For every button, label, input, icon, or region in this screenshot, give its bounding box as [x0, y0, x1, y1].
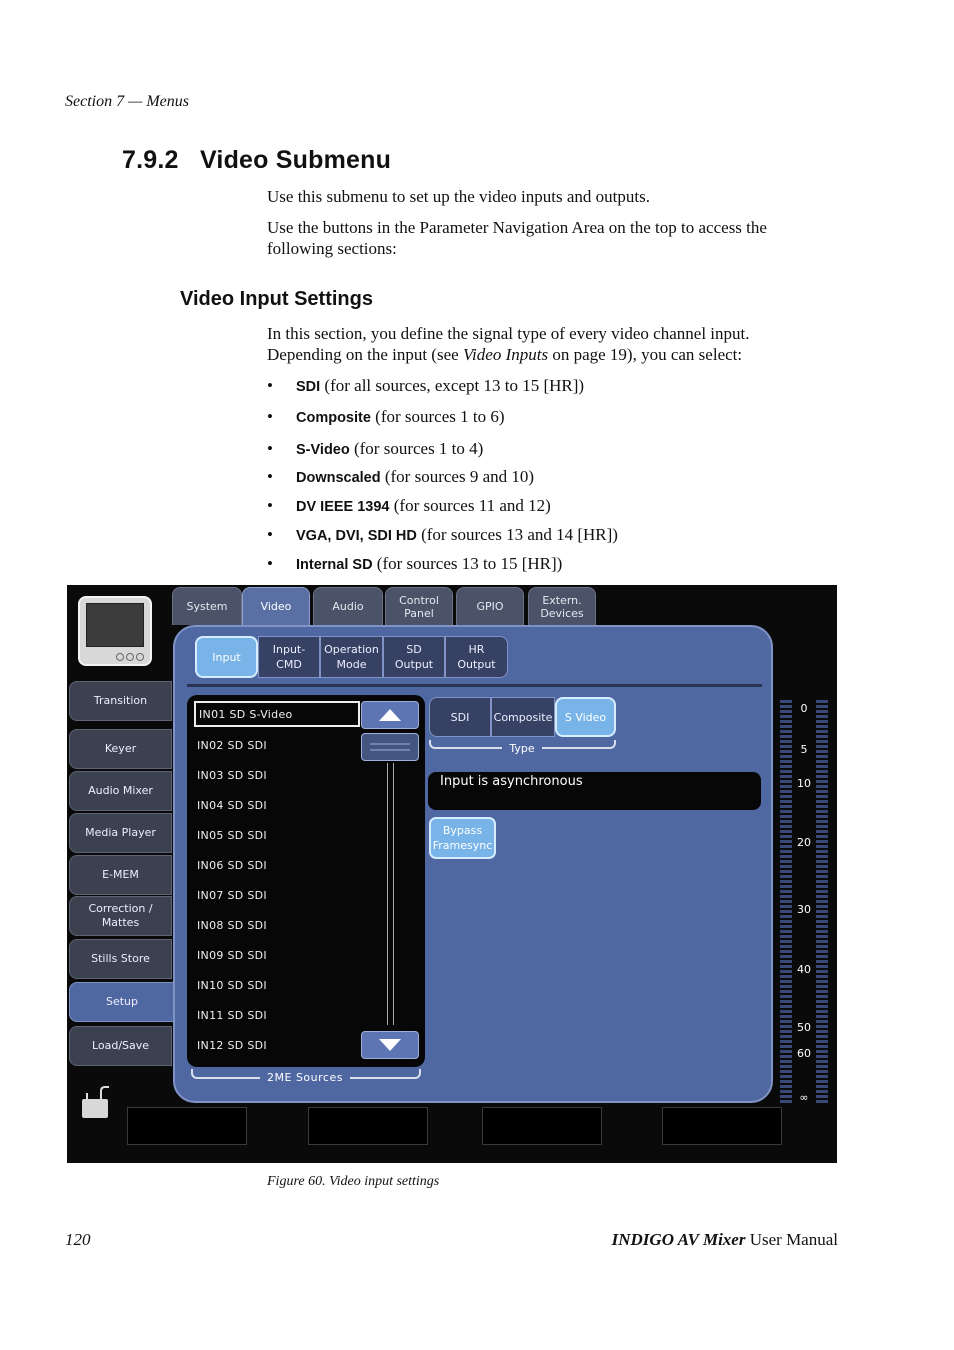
section-heading — [122, 146, 391, 175]
bullet-term: VGA, DVI, SDI HD — [296, 528, 417, 544]
source-item[interactable]: IN02 SD SDI — [197, 738, 267, 752]
bullet-term: DV IEEE 1394 — [296, 499, 390, 515]
side-item-setup[interactable] — [69, 982, 175, 1022]
scroll-track[interactable] — [387, 763, 394, 1025]
subtab-label — [395, 642, 433, 672]
bullet-text: (for all sources, except 13 to 15 [HR]) — [320, 376, 585, 395]
bullet-item: • DV IEEE 1394 (for sources 11 and 12) — [267, 496, 551, 515]
tab-gpio[interactable] — [456, 587, 524, 625]
side-item-label: Keyer — [104, 742, 137, 755]
soft-key-4[interactable] — [662, 1107, 782, 1145]
source-item[interactable]: IN09 SD SDI — [197, 948, 267, 962]
bullet-text: (for sources 13 to 15 [HR]) — [372, 554, 563, 573]
bullet-item: • VGA, DVI, SDI HD (for sources 13 and 14 [HR]) — [267, 525, 618, 544]
subtab-label-line: Operation — [324, 643, 379, 656]
type-s-video-button[interactable]: S Video — [555, 697, 616, 737]
side-item-label — [88, 902, 152, 930]
subtab-label-line: HR — [468, 643, 485, 656]
tab-system[interactable] — [172, 587, 242, 625]
bullet-text: (for sources 9 and 10) — [380, 467, 535, 486]
source-item[interactable]: IN11 SD SDI — [197, 1008, 267, 1022]
meter-label: 30 — [797, 903, 811, 916]
section-header: Section 7 — Menus — [65, 93, 189, 110]
body-line-2-post: on page 19), you can select: — [548, 345, 743, 364]
side-item-label: Transition — [93, 694, 148, 707]
sources-group-label: 2ME Sources — [260, 1071, 350, 1084]
tab-label-line: Devices — [540, 606, 584, 620]
side-item-media-player[interactable] — [69, 813, 172, 853]
bullet-text: (for sources 1 to 4) — [349, 439, 484, 458]
tab-label: Audio — [332, 600, 364, 613]
grip-lines-icon — [370, 740, 410, 754]
bypass-framesync-button[interactable] — [429, 817, 496, 859]
bypass-label-line: Bypass — [442, 824, 483, 837]
soft-key-1[interactable] — [127, 1107, 247, 1145]
bullet-item: • S-Video (for sources 1 to 4) — [267, 439, 484, 458]
meter-label: 60 — [797, 1047, 811, 1060]
tab-label — [540, 594, 583, 620]
side-item-label: E-MEM — [102, 868, 139, 881]
manual-suffix: User Manual — [745, 1230, 838, 1249]
bullet-term: S-Video — [296, 442, 350, 458]
tab-label-line: Control — [399, 593, 439, 607]
bullet-term: Downscaled — [296, 470, 381, 486]
monitor-icon[interactable] — [78, 596, 152, 666]
video-input-settings-screenshot — [67, 585, 837, 1163]
subtab-operation-mode[interactable] — [320, 636, 383, 678]
lock-icon[interactable] — [81, 1085, 113, 1119]
side-item-transition[interactable] — [69, 681, 172, 721]
meter-label: 20 — [797, 836, 811, 849]
side-item-stills-store[interactable] — [69, 939, 172, 979]
side-item-label: Load/Save — [91, 1039, 150, 1052]
source-item[interactable]: IN08 SD SDI — [197, 918, 267, 932]
subtab-label-line: Mode — [336, 658, 367, 671]
subtab-hr-output[interactable] — [445, 636, 508, 678]
subtab-input-cmd[interactable] — [258, 636, 320, 678]
bullet-term: Composite — [296, 410, 371, 426]
bullet-text: (for sources 11 and 12) — [389, 496, 551, 515]
tab-label: System — [186, 600, 228, 613]
source-item[interactable]: IN05 SD SDI — [197, 828, 267, 842]
subtab-label: Input — [212, 650, 241, 664]
product-name: INDIGO AV Mixer — [611, 1230, 746, 1249]
source-item[interactable]: IN07 SD SDI — [197, 888, 267, 902]
figure-caption: Figure 60. Video input settings — [267, 1174, 440, 1189]
side-item-e-mem[interactable] — [69, 855, 172, 895]
side-item-correction-mattes[interactable] — [69, 896, 172, 936]
subtab-label-line: Output — [394, 658, 434, 671]
body-line-2-pre: Depending on the input (see — [267, 345, 463, 364]
tab-video[interactable] — [242, 587, 310, 625]
cross-reference-link[interactable]: Video Inputs — [462, 345, 549, 364]
subtab-input[interactable] — [195, 636, 258, 678]
soft-key-2[interactable] — [308, 1107, 428, 1145]
meter-label: 50 — [797, 1021, 811, 1034]
meter-label: 40 — [797, 963, 811, 976]
scroll-thumb[interactable] — [361, 733, 419, 761]
subtab-label — [273, 642, 305, 672]
bullet-term: Internal SD — [296, 557, 373, 573]
meter-label: 5 — [800, 743, 808, 756]
subtab-label — [324, 642, 379, 672]
side-item-label: Media Player — [85, 826, 156, 839]
source-item[interactable]: IN06 SD SDI — [197, 858, 267, 872]
section-divider — [187, 684, 762, 687]
source-item[interactable]: IN04 SD SDI — [197, 798, 267, 812]
subheading: Video Input Settings — [180, 288, 373, 310]
soft-key-3[interactable] — [482, 1107, 602, 1145]
status-text: Input is asynchronous — [440, 774, 583, 789]
side-item-label-line: Correction / — [88, 902, 153, 915]
bullet-term: SDI — [296, 379, 321, 395]
bypass-label-line: Framesync — [432, 839, 493, 852]
side-item-label-line: Mattes — [101, 916, 140, 929]
subtab-sd-output[interactable] — [383, 636, 445, 678]
body-line-1: In this section, you define the signal type of every video channel input. — [267, 324, 750, 343]
side-item-label: Audio Mixer — [88, 784, 153, 797]
intro-line-a: Use the buttons in the Parameter Navigation Area on the top to access the — [267, 218, 767, 237]
tab-audio[interactable] — [313, 587, 383, 625]
scroll-up-button[interactable] — [361, 701, 419, 729]
tab-label: GPIO — [476, 600, 504, 613]
tab-label — [399, 594, 439, 620]
subtab-label-line: Output — [457, 658, 496, 671]
bullet-item: • Composite (for sources 1 to 6) — [267, 407, 505, 426]
type-sdi-button[interactable]: SDI — [429, 697, 491, 737]
tab-extern-devices[interactable] — [528, 587, 596, 625]
bullet-item: • SDI (for all sources, except 13 to 15 [HR]) — [267, 376, 585, 395]
meter-label: ∞ — [799, 1091, 809, 1104]
meter-label: 10 — [797, 777, 811, 790]
subtab-label-line: CMD — [276, 658, 302, 671]
intro-paragraph-1: Use this submenu to set up the video inputs and outputs. — [267, 187, 650, 206]
source-item[interactable]: IN03 SD SDI — [197, 768, 267, 782]
bullet-item: • Internal SD (for sources 13 to 15 [HR]) — [267, 554, 563, 573]
page-number: 120 — [65, 1230, 91, 1249]
source-item-selected[interactable]: IN01 SD S-Video — [194, 701, 360, 727]
source-item[interactable]: IN12 SD SDI — [197, 1038, 267, 1052]
side-item-keyer[interactable] — [69, 729, 172, 769]
intro-paragraph-2 — [267, 217, 847, 259]
side-item-audio-mixer[interactable] — [69, 771, 172, 811]
side-item-label: Stills Store — [91, 952, 150, 965]
body-paragraph — [267, 323, 847, 365]
status-display — [428, 772, 761, 810]
tab-label: Video — [260, 600, 292, 613]
heading-number: 7.9.2 — [122, 146, 179, 174]
side-item-label: Setup — [105, 995, 139, 1008]
tab-label-line: Extern. — [542, 593, 582, 607]
tab-label-line: Panel — [404, 606, 434, 620]
type-group-label: Type — [502, 742, 542, 755]
scroll-down-button[interactable] — [361, 1031, 419, 1059]
sources-list[interactable] — [187, 695, 425, 1067]
arrow-up-icon — [378, 708, 402, 722]
type-composite-button[interactable]: Composite — [491, 697, 555, 737]
bullet-text: (for sources 13 and 14 [HR]) — [416, 525, 618, 544]
heading-title: Video Submenu — [200, 146, 392, 174]
intro-line-b: following sections: — [267, 239, 397, 258]
subtab-label — [457, 642, 495, 672]
side-item-load-save[interactable] — [69, 1026, 172, 1066]
arrow-down-icon — [378, 1038, 402, 1052]
bullet-text: (for sources 1 to 6) — [370, 407, 505, 426]
source-item[interactable]: IN10 SD SDI — [197, 978, 267, 992]
tab-control-panel[interactable] — [385, 587, 453, 625]
bullet-item: • Downscaled (for sources 9 and 10) — [267, 467, 535, 486]
footer-title — [612, 1230, 838, 1250]
subtab-label-line: Input- — [272, 643, 306, 656]
meter-label: 0 — [800, 702, 808, 715]
subtab-label-line: SD — [406, 643, 422, 656]
